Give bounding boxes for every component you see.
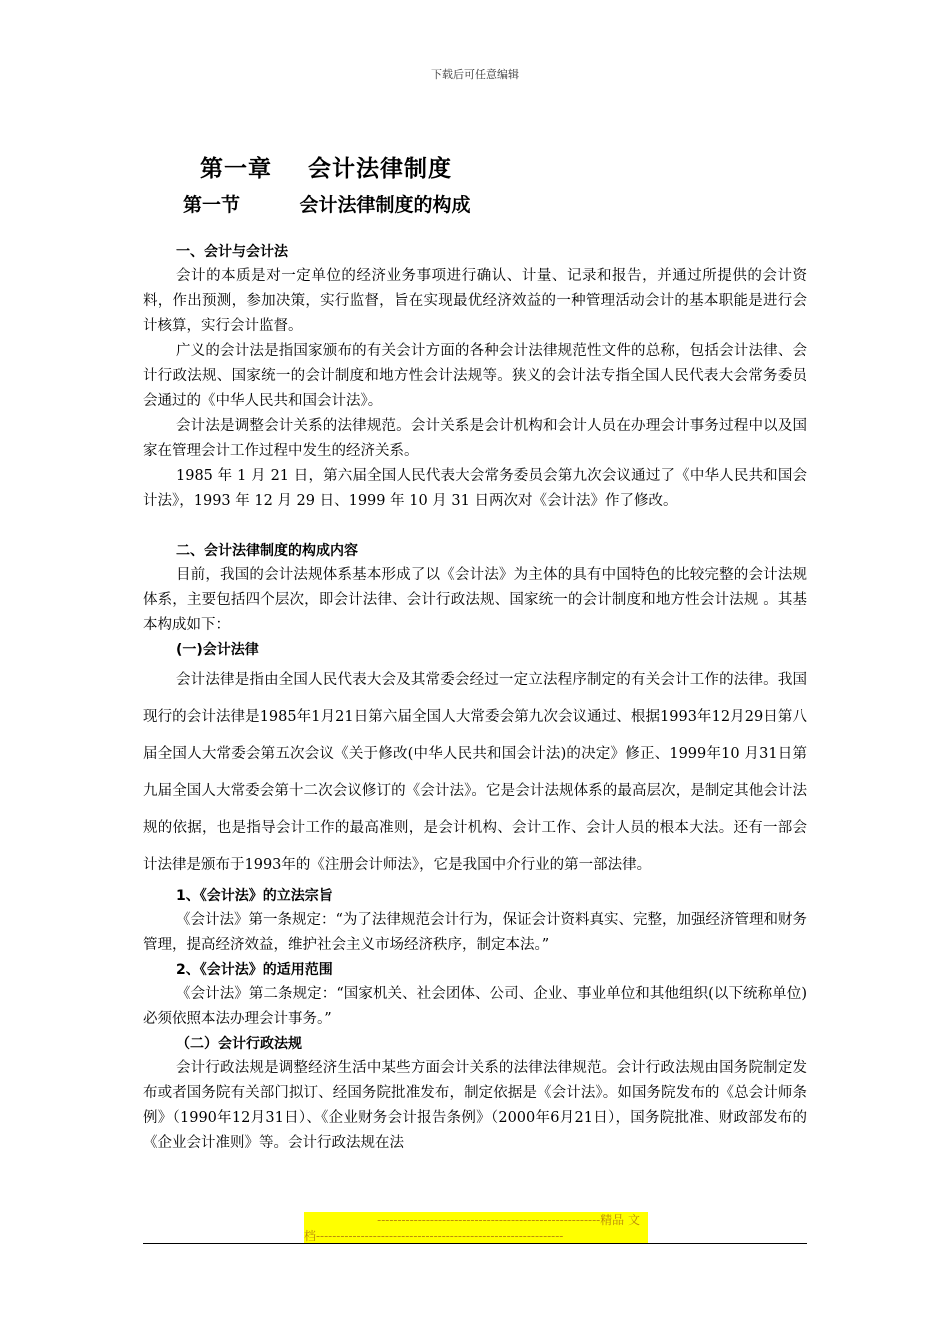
paragraph: 会计法律是指由全国人民代表大会及其常委会经过一定立法程序制定的有关会计工作的法律。我国现行的会计法律是1985年1月21日第六届全国人大常委会第九次会议通过、根据1993年12月29日第八届全国人大常委会第五次会议《关于修改(中华人民共和国会计法)的决定》修正、1999年10 月31日第九届全国人大常委会第十二次会议修订的《会计法》。它是会计法规体系的最高层次，是制定其他会计法规的依据，也是指导会计工作的最高准则，是会计机构、会计工作、会计人员的根本大法。还有一部会计法律是颁布于1993年的《注册会计师法》，它是我国中介行业的第一部法律。 <box>143 672 807 873</box>
footer-watermark <box>304 1212 648 1244</box>
paragraph: 广义的会计法是指国家颁布的有关会计方面的各种会计法律规范性文件的总称，包括会计法律、会计行政法规、国家统一的会计制度和地方性会计法规等。狭义的会计法专指全国人民代表大会常务委员会通过的《中华人民共和国会计法》。 <box>143 343 807 409</box>
chapter-title: 第一章 会计法律制度 <box>200 156 453 182</box>
subsection-heading: (一)会计法律 <box>176 642 259 658</box>
document-body <box>143 240 807 1156</box>
paragraph: 《会计法》第一条规定：“为了法律规范会计行为，保证会计资料真实、完整，加强经济管理和财务管理，提高经济效益，维护社会主义市场经济秩序，制定本法。” <box>143 912 807 953</box>
spacer <box>143 514 807 539</box>
section-heading-2: 二、会计法律制度的构成内容 <box>176 543 358 559</box>
paragraph: 目前，我国的会计法规体系基本形成了以《会计法》为主体的具有中国特色的比较完整的会计法规体系，主要包括四个层次，即会计法律、会计行政法规、国家统一的会计制度和地方性会计法规 。其基本构成如下： <box>143 567 807 633</box>
footer-line: 档------------------------------------------------------------- <box>304 1229 564 1243</box>
footer-divider <box>143 1243 807 1244</box>
item-heading: 2、《会计法》的适用范围 <box>176 962 333 978</box>
section-title: 第一节 会计法律制度的构成 <box>183 194 471 216</box>
paragraph: 会计行政法规是调整经济生活中某些方面会计关系的法律法律规范。会计行政法规由国务院制定发布或者国务院有关部门拟订、经国务院批准发布，制定依据是《会计法》。如国务院发布的《总会计师条例》（1990年12月31日）、《企业财务会计报告条例》（2000年6月21日），国务院批准、财政部发布的《企业会计准则》等。会计行政法规在法 <box>143 1060 807 1151</box>
section-heading-1: 一、会计与会计法 <box>176 244 288 260</box>
paragraph: 《会计法》第二条规定：“国家机关、社会团体、公司、企业、事业单位和其他组织(以下统称单位)必须依照本法办理会计事务。” <box>143 986 807 1027</box>
footer-line: -------------------------------------------------------精品 文 <box>377 1213 640 1227</box>
paragraph: 会计的本质是对一定单位的经济业务事项进行确认、计量、记录和报告，并通过所提供的会计资料，作出预测，参加决策，实行监督，旨在实现最优经济效益的一种管理活动会计的基本职能是进行会计核算，实行会计监督。 <box>143 268 807 334</box>
paragraph: 会计法是调整会计关系的法律规范。会计关系是会计机构和会计人员在办理会计事务过程中以及国家在管理会计工作过程中发生的经济关系。 <box>143 418 807 459</box>
item-heading: 1、《会计法》的立法宗旨 <box>176 888 333 904</box>
paragraph: 1985 年 1 月 21 日，第六届全国人民代表大会常务委员会第九次会议通过了《中华人民共和国会计法》，1993 年 12 月 29 日、1999 年 10 月 31 日两次对《会计法》作了修改。 <box>143 468 807 509</box>
subsection-heading: （二）会计行政法规 <box>176 1036 302 1052</box>
header-note: 下载后可任意编辑 <box>431 68 519 81</box>
